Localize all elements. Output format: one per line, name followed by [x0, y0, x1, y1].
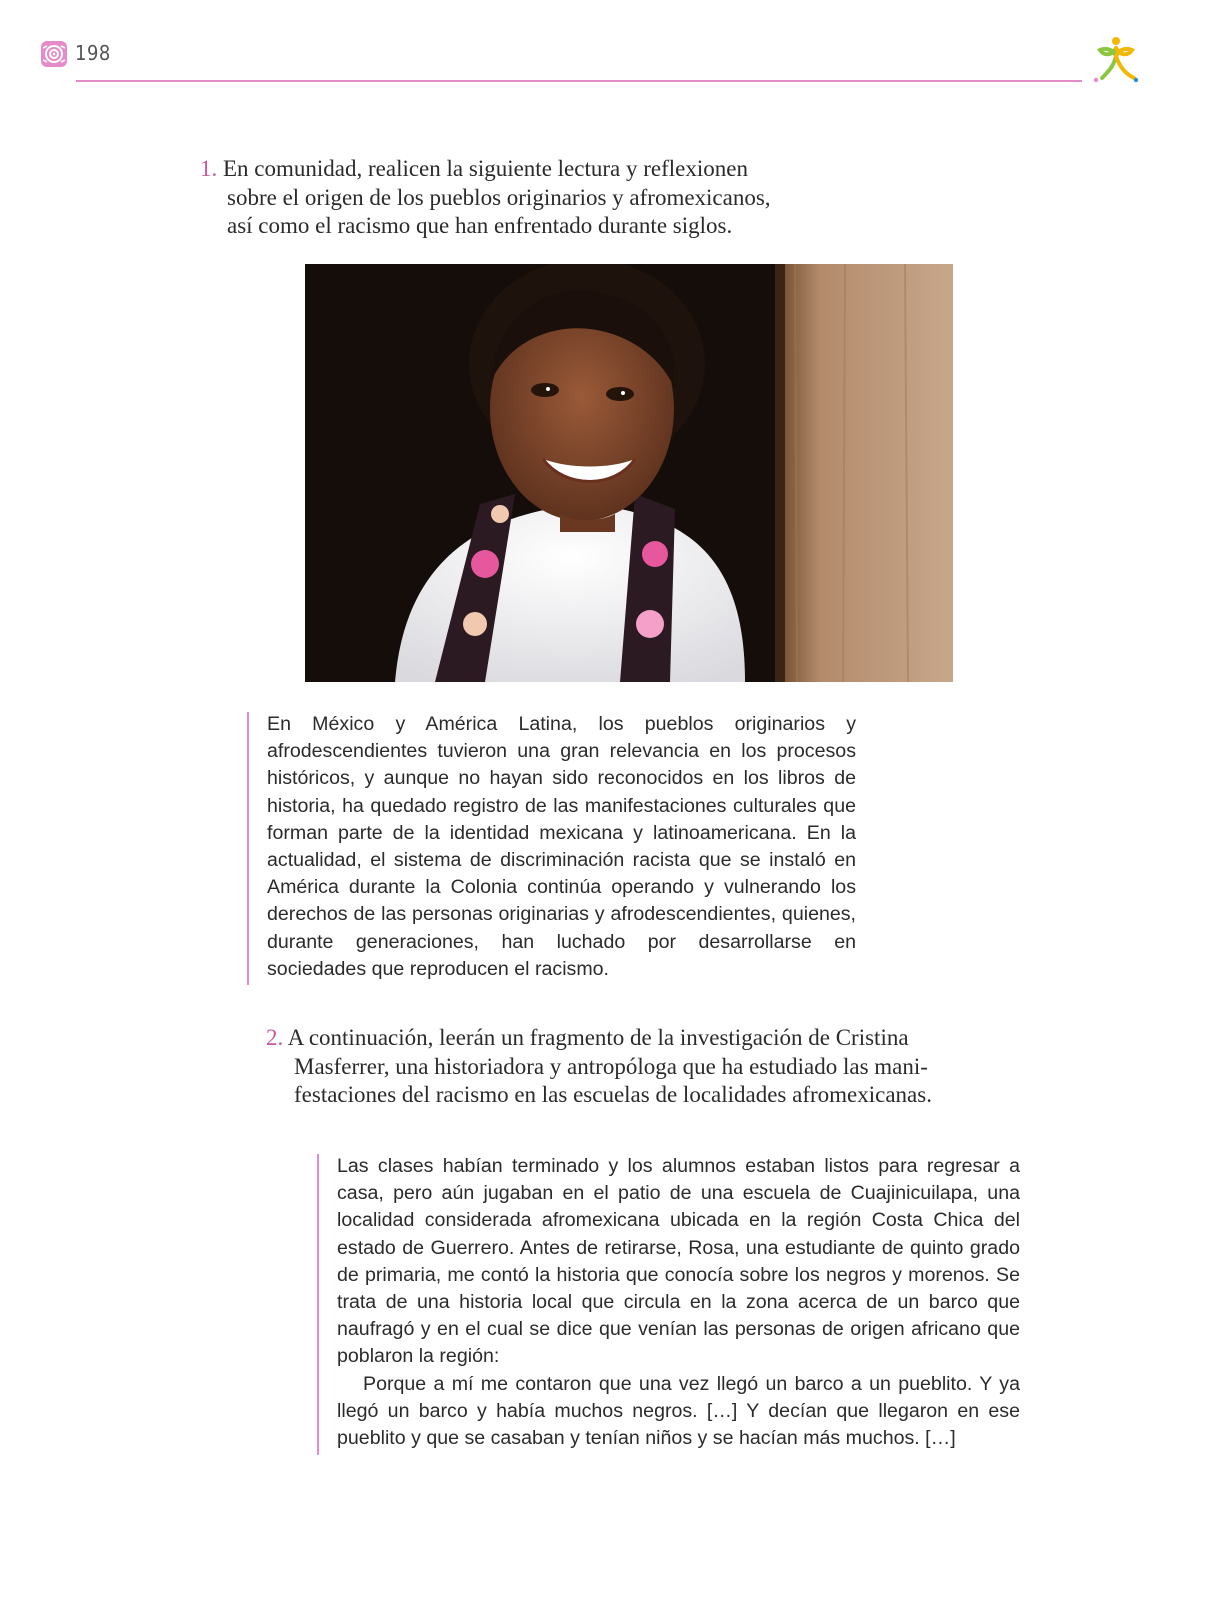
- girl-photo: [305, 264, 953, 682]
- smiling-girl-with-backpack-image: [305, 264, 953, 682]
- instruction-number: 2.: [266, 1025, 284, 1050]
- quote-accent-bar: [317, 1154, 319, 1455]
- instruction-1: [200, 155, 780, 241]
- quote-paragraph: Las clases habían terminado y los alumnos estaban listos para regresar a casa, pero aún jugaban en el patio de una escuela de Cuajinicuilapa, una localidad considerada afromexicana ubicada en la región Costa Chica del estado de Guerrero. Antes de retirarse, Rosa, una estudiante de quinto grado de primaria, me contó la historia que conocía sobre los negros y morenos. Se trata de una historia local que circula en la zona acerca de un barco que naufragó y en el cual se dice que venían las personas de origen africano que poblaron la región:: [337, 1155, 1020, 1368]
- instruction-line: festaciones del racismo en las escuelas de localidades afromexicanas.: [294, 1082, 932, 1107]
- instruction-line: En comunidad, realicen la siguiente lectura y reflexionen: [223, 156, 748, 181]
- page-number: 198: [75, 41, 111, 65]
- quote-fragment: [337, 1153, 1020, 1452]
- header-divider: [76, 80, 1082, 82]
- instruction-line: Masferrer, una historiadora y antropóloga que ha estudiado las mani-: [294, 1053, 928, 1079]
- page-header: [0, 0, 1214, 90]
- instruction-2: [266, 1024, 933, 1110]
- decorative-spiral-icon: [40, 40, 68, 68]
- instruction-line: sobre el origen de los pueblos originarios y afromexicanos,: [227, 184, 771, 210]
- instruction-line: así como el racismo que han enfrentado durante siglos.: [227, 213, 733, 238]
- quote-intro: En México y América Latina, los pueblos originarios y afrodescendientes tuvieron una gran relevancia en los procesos históricos, y aunque no hayan sido reconocidos en los libros de historia, ha quedado registro de las manifestaciones culturales que forman parte de la identidad mexicana y latinoamericana. En la actualidad, el sistema de discriminación racista que se instaló en América durante la Colonia continúa operando y vulnerando los derechos de las personas originarias y afrodescendientes, quienes, durante generaciones, han luchado por desarrollarse en sociedades que reproducen el racismo.: [267, 713, 856, 980]
- instruction-line: A continuación, leerán un fragmento de la investigación de Cristina: [287, 1025, 909, 1050]
- quote-paragraph: Porque a mí me contaron que una vez llegó un barco a un pueblito. Y ya llegó un barco y había muchos negros. […] Y decían que llegaron en ese pueblito y que se casaban y tenían niños y se hacían más muchos. […]: [337, 1372, 1020, 1450]
- instruction-number: 1.: [200, 156, 218, 181]
- quote-accent-bar: [247, 712, 249, 985]
- sprout-logo-icon: [1090, 34, 1142, 86]
